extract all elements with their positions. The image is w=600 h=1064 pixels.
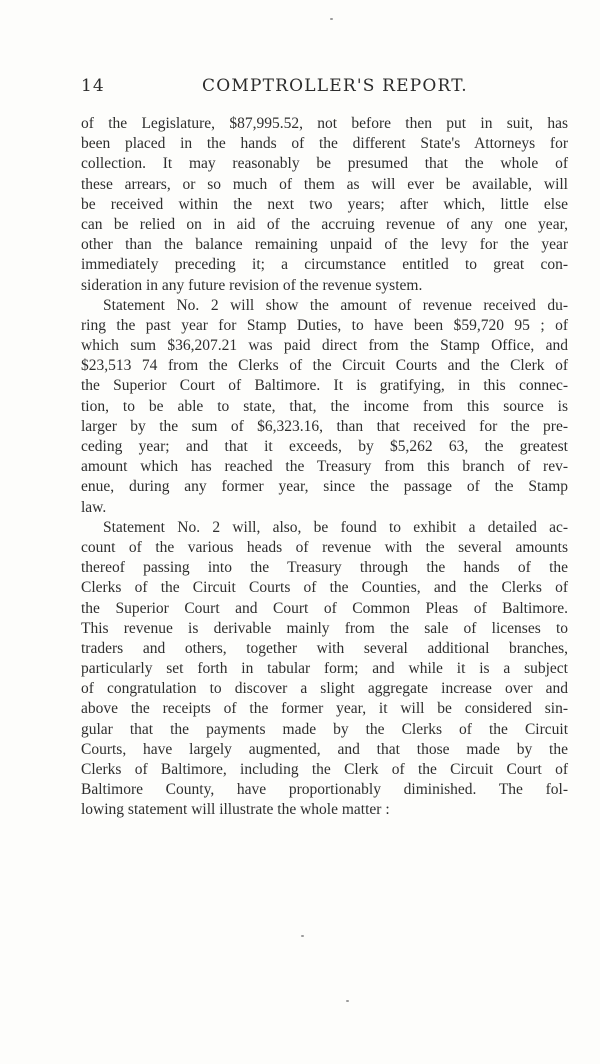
text-line: the Superior Court of Baltimore. It is gratifying, in this connec-: [81, 377, 568, 395]
text-line: sideration in any future revision of the revenue system.: [81, 276, 423, 294]
text-line: This revenue is derivable mainly from the sale of licenses to: [81, 619, 568, 637]
page-number: 14: [81, 76, 105, 96]
text-line: immediately preceding it; a circumstance entitled to great con-: [81, 256, 568, 274]
text-line: these arrears, or so much of them as will ever be available, will: [81, 175, 568, 193]
text-line: of the Legislature, $87,995.52, not before then put in suit, has: [81, 115, 568, 132]
text-line: Statement No. 2 will, also, be found to exhibit a detailed ac-: [103, 518, 568, 536]
text-line: enue, during any former year, since the passage of the Stamp: [81, 478, 568, 496]
text-line: traders and others, together with several additional branches,: [81, 639, 568, 657]
paragraph-arrears: [81, 114, 568, 296]
text-line: law.: [81, 498, 107, 516]
text-line: which sum $36,207.21 was paid direct from the Stamp Office, and: [81, 337, 568, 355]
paper-speck: [330, 18, 333, 20]
text-line: other than the balance remaining unpaid of the levy for the year: [81, 236, 568, 254]
text-line: Clerks of the Circuit Courts of the Counties, and the Clerks of: [81, 579, 568, 597]
text-line: count of the various heads of revenue with the several amounts: [81, 538, 568, 556]
text-line: particularly set forth in tabular form; and while it is a subject: [81, 660, 568, 678]
paper-speck: [301, 935, 304, 937]
text-line: ceding year; and that it exceeds, by $5,262 63, the greatest: [81, 438, 568, 455]
page-header: [81, 76, 551, 102]
text-line: thereof passing into the Treasury through the hands of the: [81, 559, 568, 577]
running-head: COMPTROLLER'S REPORT.: [202, 76, 468, 96]
text-line: $23,513 74 from the Clerks of the Circuit Courts and the Clerk of: [81, 357, 568, 375]
text-line: tion, to be able to state, that, the income from this source is: [81, 397, 568, 415]
paper-speck: [346, 1000, 349, 1002]
paragraph-stamp-duties: [81, 296, 568, 518]
text-line: of congratulation to discover a slight aggregate increase over and: [81, 680, 568, 698]
report-body: [81, 114, 568, 821]
text-line: above the receipts of the former year, it will be considered sin-: [81, 700, 568, 718]
text-line: Baltimore County, have proportionably diminished. The fol-: [81, 781, 568, 799]
text-line: can be relied on in aid of the accruing revenue of any one year,: [81, 215, 568, 233]
paragraph-revenue-heads: [81, 518, 568, 821]
text-line: Statement No. 2 will show the amount of revenue received du-: [103, 296, 568, 314]
text-line: Clerks of Baltimore, including the Clerk of the Circuit Court of: [81, 761, 568, 778]
text-line: gular that the payments made by the Clerks of the Circuit: [81, 720, 568, 738]
text-line: the Superior Court and Court of Common Pleas of Baltimore.: [81, 599, 568, 617]
text-line: been placed in the hands of the different State's Attorneys for: [81, 135, 568, 153]
text-line: larger by the sum of $6,323.16, than that received for the pre-: [81, 417, 568, 435]
text-line: Courts, have largely augmented, and that those made by the: [81, 740, 568, 758]
text-line: be received within the next two years; after which, little else: [81, 195, 568, 213]
text-line: collection. It may reasonably be presumed that the whole of: [81, 155, 568, 173]
text-line: lowing statement will illustrate the whole matter :: [81, 801, 390, 819]
text-line: amount which has reached the Treasury from this branch of rev-: [81, 458, 568, 476]
text-line: ring the past year for Stamp Duties, to have been $59,720 95 ; of: [81, 316, 568, 334]
